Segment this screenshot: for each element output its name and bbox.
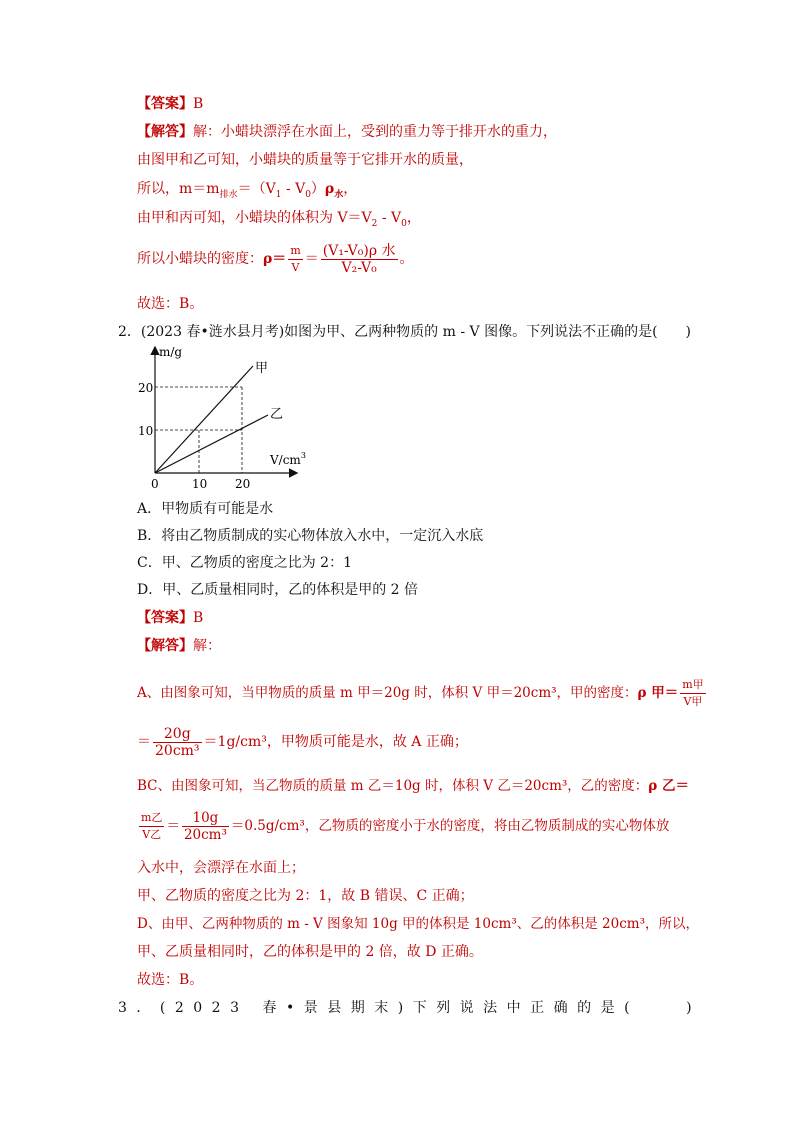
line-yi-label: 乙 [270,407,284,422]
line-yi [155,415,268,473]
q2-option-b: B．将由乙物质制成的实心物体放入水中，一定沉入水底 [137,528,484,544]
q2-stem: 2．(2023 春•涟水县月考)如图为甲、乙两种物质的 m - V 图像。下列说法不正确的是( ) [118,324,692,340]
analysis-tag: 【解答】 [137,124,193,140]
y-axis-label: m/g [159,345,183,359]
x-axis-label: $V/cm^3$ [270,451,306,467]
q2-mv-graph [138,342,318,492]
q2-option-c: C．甲、乙物质的密度之比为 2：1 [137,555,352,571]
origin-label: 0 [151,477,159,491]
q2-conclusion: 故选：B。 [137,972,204,988]
q1-analysis-line4: 由甲和丙可知，小蜡块的体积为 $V=V_2 - V_0$， [137,210,421,229]
y-tick-10: 10 [138,424,154,438]
q2-analysis-bc-line4: 甲、乙物质的密度之比为 2：1，故 B 错误、C 正确； [137,888,474,904]
line-jia [155,366,253,473]
answer-value: B [193,96,204,112]
q1-analysis-line3: 所以，$m=m_{排水}=(V_1 - V_0)\rho_水$， [137,181,358,200]
q1-answer [137,94,203,114]
q2-answer: 【答案】B [137,610,204,626]
q2-analysis-a-line1: A、由图象可知，当甲物质的质量 m 甲＝20g 时，体积 V 甲＝20cm³，甲的密度：ρ 甲＝ $\frac{\text{m甲}}{\text{V甲}}$ [137,678,704,708]
q2-analysis-a-line2: ＝ $\frac{20g}{\text{20cm³}}$ ＝1g/cm³，甲物质可能是水，故 A 正确； [137,725,468,759]
q2-option-d: D．甲、乙质量相同时，乙的体积是甲的 2 倍 [137,582,419,598]
q2-analysis-bc-line2: $\frac{\text{m乙}}{\text{V乙}}$ ＝ $\frac{10g}{\text{20cm³}}$ ＝0.5g/cm³，乙物质的密度小于水的密度，将由乙物质制成的实心物体放 [141,810,670,843]
x-tick-10: 10 [192,477,208,491]
q2-option-a: A．甲物质有可能是水 [137,501,274,517]
q2-analysis-d-line1: D、由甲、乙两种物质的 m - V 图象知 10g 甲的体积是 10cm³、乙的体积是 20cm³，所以， [137,916,699,932]
q1-density-formula: 所以小蜡块的密度：ρ＝ $\frac{m}{V}$ ＝ $\frac{\text{(V₁-V₀)ρ 水}}{\text{V₂-V₀}}$ 。 [137,242,414,276]
q2-analysis-head: 【解答】解： [137,638,221,654]
line-jia-label: 甲 [255,361,269,376]
q3-stem: 3．(2023 春•景县期末)下列说法中正确的是( ) [118,1000,702,1016]
q2-analysis-bc-line1: BC、由图象可知，当乙物质的质量 m 乙＝10g 时，体积 V 乙＝20cm³，乙的密度：ρ 乙＝ [137,778,689,794]
answer-tag: 【答案】 [137,96,193,112]
q1-analysis-line2: 由图甲和乙可知，小蜡块的质量等于它排开水的质量， [137,152,473,168]
q1-conclusion: 故选：B。 [137,296,204,312]
q2-analysis-bc-line3: 入水中，会漂浮在水面上； [137,860,305,876]
y-tick-20: 20 [138,381,154,395]
x-tick-20: 20 [235,477,251,491]
q1-analysis-line1: 【解答】解：小蜡块漂浮在水面上，受到的重力等于排开水的重力， [137,124,557,140]
q2-analysis-d-line2: 甲、乙质量相同时，乙的体积是甲的 2 倍，故 D 正确。 [137,944,483,960]
